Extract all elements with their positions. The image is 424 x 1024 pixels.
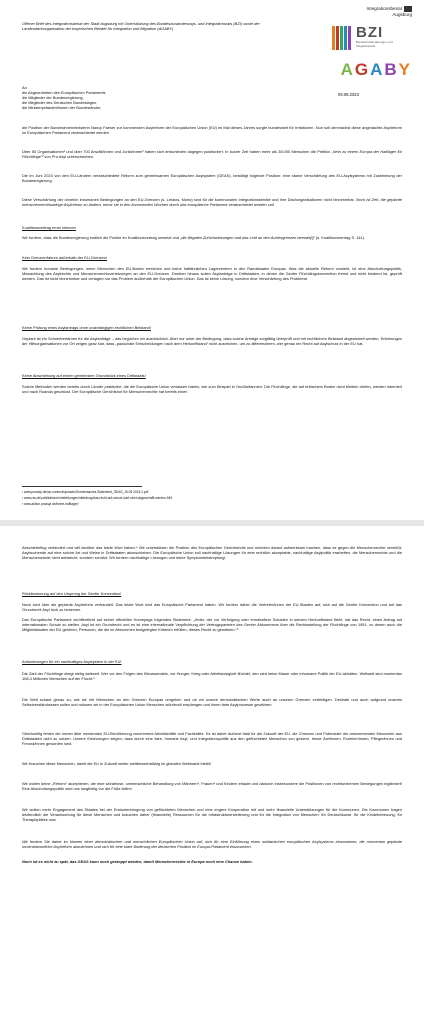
paragraph: Wir fordern humane Bedingungen, wenn Menschen den EU-Boden erreichen und keine haftähnlichen Lagerzentren in den Randstaaten Europas. Was die aktuelle Reform vorsieht, ist eine Abschottungspolitik, Missachtung des Asylrechts und Menschenrechtsverletzungen an den EU-Grenzen. Darüber hinaus sollen Asylanträge in Drittstaaten, in denen die Genfer Flüchtlingskonvention fremd und nicht bindend ist, geprüft werden. Das ist nicht hinnehmbar und verlagert nur das Problem außerhalb der Europäischen Union. Das ist keine Lösung, sondern eine Verschärfung des Problems! xyxy=(22,266,402,281)
footnote-link[interactable]: ¹ www.proasyl.de/wp-content/uploads/Gemeinsames-Statement_GEAS_16.05.2023-2.pdf xyxy=(22,490,149,494)
paragraph: Noch wird über die geplante Asylreform verhandelt. Das letzte Wort wird das Europäische Parlament haben. Wir fordern daher die Vertreter/innen der EU-Staaten auf, sich auf die Genfer Konvention und auf das Grundrecht Asyl rück zu besinnen. xyxy=(22,602,402,612)
paragraph: Die Welt schaut genau zu, wie wir mit Menschen an den Grenzen Europas umgehen und ob wir unsere demokratischen Werte auch an unseren Grenzen verteidigen. Deshalb und auch aufgrund unseres Selbstverständnisses sollen und müssen wir in der Europäischen Union Menschen würdevoll empfangen und ihnen faire Asylprozesse gewähren. xyxy=(22,697,402,707)
footnote-link[interactable]: ³ www.aktion.proasyl.de/keine-haftlager/ xyxy=(22,502,79,506)
section-heading: Anforderungen für ein nachhaltiges Asylsystem in der EU! xyxy=(22,659,122,664)
paragraph: Abschiebeflug verhindert und will darüber das letzte Wort haben.⁴ Wir unterstützen die Position des Europäischen Gerichtshofs und möchten darauf aufmerksam machen, dass es gegen die Menschenrechte verstößt, Asylsuchende auf eine solche Art und Weise in Drittstaaten abzuschieben. Die Europäische Union soll nachhaltige Lösungen für eine rechtlich akzeptable, nachhaltige Asylpolitik erarbeiten, die Menschenrechte und die Menschenwürde nicht aufweicht, sondern schützt. Wir fordern nachhaltige Lösungen und keine Symptombekämpfung! xyxy=(22,545,402,560)
address-line: die Abgeordneten des Europäischen Parlaments xyxy=(22,89,106,95)
footnote-link[interactable]: ² www.rav.de/publikationen/mitteilungen/mitteilung/das-recht-auf-schutz-darf-nicht-abgeschafft-werden-949 xyxy=(22,496,173,500)
agaby-letter: B xyxy=(384,60,399,79)
paragraph: Diese Verschärfung der ohnehin inhumanen Bedingungen an den EU-Grenzen (s. Lesbos, Moria) sind für die kommunalen Integrationsbeiräte und ihre Dachorganisationen nicht hinnehmbar. Noch ist Zeit, die geplante menschenrechtswidrige Asylreform zu ändern, bevor sie in den kommenden Wochen durch das europäische Parlament verabschiedet werden soll. xyxy=(22,197,402,207)
bzi-subtitle: Bundeszuwanderungs- und Integrationsrat xyxy=(356,40,393,48)
bzi-logo xyxy=(332,24,408,54)
bzi-name: BZI xyxy=(356,24,384,41)
paragraph: Geplant ist ein Schnellverfahren für die Asylanträge – das begrüßen wir ausdrücklich. Aber nur unter der Bedingung, dass solche Anträge sorgfältig überprüft und mit rechtlichem Beistand abgewickelt werden. Erfahrungen der Hilfsorganisationen vor Ort zeigen ganz klar, dass „pauschale Entscheidungen nach dem Herkunftsland“ nicht ausreichen, um zu differenzieren, wer genau ein Recht auf Asylschutz in der EU hat. xyxy=(22,336,402,346)
agaby-letter: G xyxy=(354,60,371,79)
paragraph: Das Europäische Parlament veröffentlicht auf seiner offiziellen Homepage folgendes Statement: „Jeder, der vor Verfolgung oder ernsthaftem Schaden in seinem Herkunftsland flieht, hat das Recht, einen Antrag auf internationalen Schutz zu stellen. Asyl ist ein Grundrecht und es ist eine internationale Verpflichtung der Vertragsparteien des Genfer Abkommens über die Rechtsstellung der Flüchtlinge von 1951, zu denen auch die Mitgliedstaaten der EU gehören, Personen, die die im Abkommen festgelegten Kriterien erfüllen, dieses Recht zu gewähren.“⁵ xyxy=(22,617,402,632)
agaby-letter: A xyxy=(340,60,355,79)
integrationsbeirat-logo xyxy=(367,6,413,17)
logo1-line2: Augsburg xyxy=(392,12,412,17)
bzi-bars-icon xyxy=(332,26,352,50)
letter-date: 09.08.2023 xyxy=(338,92,359,97)
paragraph: Über 50 Organisationen¹ und über 700 Anwält/innen und Jurist/innen² haben sich entschieden dagegen positioniert. In kurzer Zeit haben mehr als 35.000 Menschen die Petition „Nein zu einem Europa der Haftlager für Flüchtlinge“³ von Pro Asyl unterschrieben. xyxy=(22,149,402,159)
section-heading: Kein Grenzverfahren außerhalb der EU-Grenzen! xyxy=(22,255,107,260)
closing-statement: Noch ist es nicht zu spät, das GEAS kann noch gestoppt werden, damit Menschenrechte in Europa noch eine Chance haben. xyxy=(22,859,253,864)
paragraph: Solche Methoden werden bereits durch Länder praktiziert, die die Europäische Union verlassen haben, wie zum Beispiel in Großbritannien: Die Flüchtlinge, die auf britischem Boden nicht bleiben dürfen, werden interniert und nach Ruanda geschickt. Der Europäische Gerichtshof für Menschenrechte hat bereits einen xyxy=(22,384,402,394)
address-line: die Ministerpräsident/innen der Bundesländer, xyxy=(22,104,102,110)
section-heading: Keine Prüfung eines Asylantrags ohne unabhängigen rechtlichen Beistand! xyxy=(22,325,151,330)
paragraph: Die Zahl der Flüchtlinge steigt stetig weltweit. Wer vor den Folgen des Klimawandels, vor Hunger, Krieg oder Arbeitslosigkeit flüchtet, den wird keine Mauer oder inhumane Politik der EU abhalten. Weltweit sind momentan 108,4 Millionen Menschen auf der Flucht.⁶ xyxy=(22,671,402,681)
paragraph: Wir fordern Sie daher im Namen einer demokratischen und menschlichen Europäischen Union auf, sich für eine Einführung eines solidarischen europäischen Asylsystems einzusetzen, die momentan geplante unverantwortliche Asylreform abzulehnen und sich für eine klare Änderung der deutschen Position im Europa-Parlament einzusetzen. xyxy=(22,839,402,849)
letter-page-2 xyxy=(0,526,424,1024)
address-line: die Mitglieder der Bundesregierung, xyxy=(22,94,84,100)
section-heading: Keine Abschiebung auf einem gemeinsten Grundstück eines Drittstaats! xyxy=(22,373,146,378)
paragraph: Die im Juni 2023 von den EU-Ländern verabschiedete Reform zum gemeinsamen Europäischen Asylsystem (GEAS), bestätigt folgende Position: eine starke Verschärfung des EU-Asylsystems mit Zustimmung der Bundesregierung. xyxy=(22,173,402,183)
logo-block xyxy=(320,4,416,86)
logo1-line1: Integrationsbeirat xyxy=(366,6,402,12)
agaby-letter: Y xyxy=(398,60,412,79)
agaby-letter: A xyxy=(370,60,385,79)
address-line: An xyxy=(22,85,27,90)
paragraph: Wir wollen mehr Engagement des Staates bei der Erstunterbringung von geflüchteten Menschen und eine engere Kooperation mit und mehr finanzielle Unterstützungen für die Kommunen. Die Kommunen tragen letztendlich die Verantwortung für diese Menschen und brauchen daher (finanzielle) Ressourcen für die Infrastrukturerweiterung und für die Integration von Menschen: für Deutschkurse, für die Kindebetreuung, für Therapieplätze usw. xyxy=(22,807,402,822)
paragraph: die Position der Bundesinnenministerin Nancy Faeser zur kommenden Asylreform der Europäischen Union (EU) im Mai dieses Jahres sorgte bundesweit für Irritationen. Nun soll demnächst diese angedachte Asylreform im Europäischen Parlament verabschiedet werden. xyxy=(22,125,402,135)
section-heading: Koalitionsvertrag ernst nehmen xyxy=(22,225,76,230)
agaby-logo xyxy=(341,60,412,80)
recipient-address xyxy=(22,86,106,111)
address-line: die Mitglieder des Deutschen Bundestages, xyxy=(22,99,98,105)
letter-header-intro: Offener Brief des Integrationsbeirat der Stadt Augsburg mit Unterstützung des Bundeszuwanderungs- und Integrationsrats (BZI) sowie der Landesdachorganisation der bayerischen Beiräte für Integration und Migration (AGABY) xyxy=(22,20,260,31)
paragraph: Wir wollen keine „Reform“ akzeptieren, die eine würdelose, unmenschliche Behandlung von Männern*, Frauen* und Kindern erlaubt und dadurch insbesondere die Positionen von rechtsextremen Bewegungen legitimiert! Eine Abschottungspolitik wird uns langfristig vor die Füße fallen! xyxy=(22,781,402,791)
paragraph: Gleichzeitig fehlen der immer älter werdenden EU-Bevölkerung zunehmend Arbeitskräfte und Fachkräfte. Es ist daher äußerst fatal für die Zukunft der EU, die Chancen und Potenziale der ankommenden Menschen aus Drittstaaten nicht zu nutzen. Unsere Erfahrungen zeigen, dass durch eine faire, humane Asyl- und Integrationspolitik aus den geflüchteten Menschen von gestern, heute Ärzt/innen, Erzieher/innen, Pfleger/innen und Freund/innen geworden sind. xyxy=(22,731,402,746)
footnote-divider xyxy=(22,486,142,487)
paragraph: Wir brauchen diese Menschen, damit die EU in Zukunft weiter wettbewerbsfähig im globalen Weltmarkt bleibt! xyxy=(22,761,211,766)
paragraph: Wir fordern, dass die Bundesregierung endlich die Punkte im Koalitionsvertrag umsetzt und „die illegalen Zurückweisungen und das Leid an den Außengrenzen beende[t]“ (s. Koalitionsvertrag S. 141). xyxy=(22,235,366,240)
section-heading: Rückbesinnung auf den Ursprung der Genfer Konvention! xyxy=(22,591,122,596)
